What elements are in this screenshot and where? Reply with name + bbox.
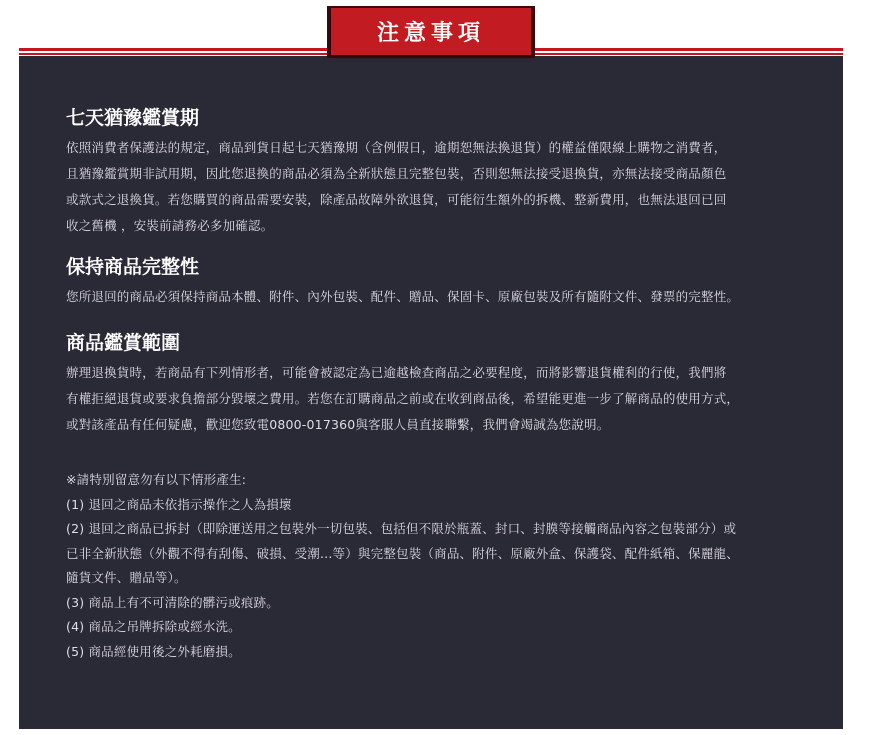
body-line: 依照消費者保護法的規定，商品到貨日起七天猶豫期（含例假日，逾期恕無法換退貨）的權益僅限線上購物之消費者， — [66, 140, 727, 155]
body-line: 或款式之退換貨。若您購買的商品需要安裝，除產品故障外欲退貨，可能衍生額外的拆機、整新費用，也無法退回已回 — [66, 192, 727, 207]
section-title: 七天猶豫鑑賞期 — [66, 107, 200, 129]
notes-list — [66, 468, 826, 664]
notice-content — [66, 105, 826, 664]
section-product-integrity — [66, 254, 826, 310]
section-title: 保持商品完整性 — [66, 256, 200, 278]
notes-item: (2) 退回之商品已拆封（即除運送用之包裝外一切包裝、包括但不限於瓶蓋、封口、封膜等接觸商品內容之包裝部分）或 — [66, 521, 737, 536]
section-title: 商品鑑賞範圍 — [66, 332, 181, 354]
section-inspection-scope — [66, 330, 826, 438]
section-return-period — [66, 105, 826, 239]
notes-heading: ※請特別留意勿有以下情形產生: — [66, 472, 247, 487]
body-line: 辦理退換貨時，若商品有下列情形者，可能會被認定為已逾越檢查商品之必要程度，而將影響退貨權利的行使，我們將 — [66, 365, 727, 380]
body-line: 或對該產品有任何疑慮，歡迎您致電0800-017360與客服人員直接聯繫，我們會竭誠為您說明。 — [66, 417, 610, 432]
notes-item: 已非全新狀態（外觀不得有刮傷、破損、受潮...等）與完整包裝（商品、附件、原廠外盒、保護袋、配件紙箱、保麗龍、 — [66, 545, 739, 561]
body-line: 您所退回的商品必須保持商品本體、附件、內外包裝、配件、贈品、保固卡、原廠包裝及所有隨附文件、發票的完整性。 — [66, 289, 740, 304]
body-line: 收之舊機 ，安裝前請務必多加確認。 — [66, 218, 274, 233]
notes-item: 隨貨文件、贈品等）。 — [66, 570, 187, 585]
notes-item: (4) 商品之吊牌拆除或經水洗。 — [66, 619, 241, 634]
section-body — [66, 135, 826, 239]
notes-item: (1) 退回之商品未依指示操作之人為損壞 — [66, 496, 292, 512]
body-line: 有權拒絕退貨或要求負擔部分毀壞之費用。若您在訂購商品之前或在收到商品後，希望能更進一步了解商品的使用方式， — [66, 391, 740, 406]
body-line: 且猶豫鑑賞期非試用期，因此您退換的商品必須為全新狀態且完整包裝，否則恕無法接受退換貨，亦無法接受商品顏色 — [66, 166, 727, 181]
notice-banner-title: 注意事項 — [331, 8, 531, 55]
section-body — [66, 360, 826, 438]
notes-item: (5) 商品經使用後之外耗磨損。 — [66, 643, 241, 659]
notes-item: (3) 商品上有不可清除的髒污或痕跡。 — [66, 594, 279, 610]
section-body — [66, 284, 826, 310]
